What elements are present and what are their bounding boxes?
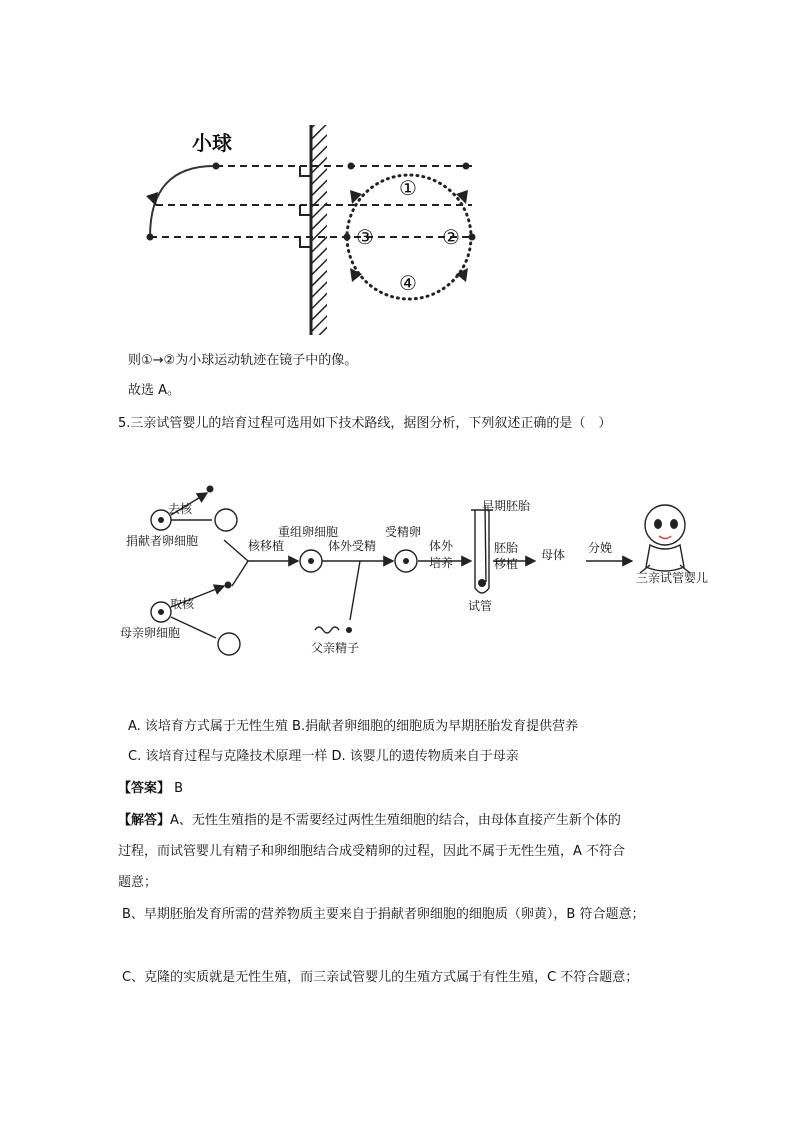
analysis-label: 【解答】 xyxy=(118,813,171,828)
answer-label: 【答案】 xyxy=(118,781,171,796)
enucleated-donor-egg xyxy=(215,509,237,531)
taken-nucleus xyxy=(225,582,232,589)
ball-label: 小球 xyxy=(192,131,232,155)
label-nuclear-transfer: 核移植 xyxy=(248,539,285,553)
embryo-in-tube xyxy=(478,579,486,587)
sperm-tail xyxy=(315,627,339,633)
label-fertilized-egg: 受精卵 xyxy=(385,525,422,539)
analysis-a-line1 xyxy=(118,812,621,830)
conclusion-line: 则①→②为小球运动轨迹在镜子中的像。 xyxy=(128,353,358,368)
option-ab: A. 该培育方式属于无性生殖 B.捐献者卵细胞的细胞质为早期胚胎发育提供营养 xyxy=(128,719,579,734)
circle-label-1: ① xyxy=(399,176,417,200)
circle-label-4: ④ xyxy=(399,271,417,295)
removed-nucleus xyxy=(207,486,214,493)
label-mother-egg: 母亲卵细胞 xyxy=(120,626,181,640)
early-embryo-pointer xyxy=(485,505,486,582)
label-mother-body: 母体 xyxy=(541,548,566,562)
label-early-embryo: 早期胚胎 xyxy=(482,499,531,513)
analysis-c-line: C、克隆的实质就是无性生殖，而三亲试管婴儿的生殖方式属于有性生殖，C 不符合题意； xyxy=(122,970,639,985)
label-culture: 培养 xyxy=(429,556,454,570)
analysis-a-line3: 题意； xyxy=(118,875,158,890)
ball-trajectory xyxy=(150,166,216,237)
recombined-egg-nucleus xyxy=(308,558,314,564)
analysis-a1-text: A、无性生殖指的是不需要经过两性生殖细胞的结合，由母体直接产生新个体的 xyxy=(170,813,621,828)
label-remove-nucleus: 去核 xyxy=(168,502,193,516)
label-test-tube: 试管 xyxy=(468,599,493,613)
mirror-reflection-figure xyxy=(126,120,506,338)
label-father-sperm: 父亲精子 xyxy=(311,641,360,655)
mother-egg-cytoplasm xyxy=(218,633,240,655)
circle-label-2: ② xyxy=(442,225,460,249)
label-take-nucleus: 取核 xyxy=(170,597,195,611)
arrow-merge-bottom xyxy=(232,561,248,586)
answer-value: B xyxy=(174,781,184,796)
arrow-merge-top xyxy=(224,540,248,561)
answer-line xyxy=(118,780,183,798)
label-recombined-egg: 重组卵细胞 xyxy=(278,525,339,539)
sperm-line xyxy=(350,561,360,620)
mother-egg-nucleus xyxy=(158,609,164,615)
donor-egg-nucleus xyxy=(158,517,164,523)
analysis-b-line: B、早期胚胎发育所需的营养物质主要来自于捐献者卵细胞的细胞质（卵黄），B 符合题意； xyxy=(122,907,645,922)
choice-line: 故选 A。 xyxy=(128,383,181,398)
label-in-vitro: 体外 xyxy=(429,539,454,553)
label-embryo: 胚胎 xyxy=(494,541,519,555)
label-delivery: 分娩 xyxy=(588,541,613,555)
circle-label-3: ③ xyxy=(356,225,374,249)
mirror-hatching xyxy=(311,125,327,335)
option-cd: C. 该培育过程与克隆技术原理一样 D. 该婴儿的遗传物质来自于母亲 xyxy=(128,749,519,764)
analysis-a-line2: 过程，而试管婴儿有精子和卵细胞结合成受精卵的过程，因此不属于无性生殖，A 不符合 xyxy=(118,844,626,859)
sperm-head xyxy=(346,627,352,633)
label-transfer: 移植 xyxy=(494,557,519,571)
ball-arrowhead xyxy=(146,192,158,206)
ivf-flowchart xyxy=(110,470,730,670)
question-5: 5.三亲试管婴儿的培育过程可选用如下技术路线，据图分析，下列叙述正确的是（ ） xyxy=(118,416,612,431)
label-ivf: 体外受精 xyxy=(328,539,377,553)
fertilized-egg-nucleus xyxy=(403,558,409,564)
baby-illustration xyxy=(640,505,690,573)
label-donor-egg: 捐献者卵细胞 xyxy=(126,534,199,548)
label-baby: 三亲试管婴儿 xyxy=(636,571,709,585)
